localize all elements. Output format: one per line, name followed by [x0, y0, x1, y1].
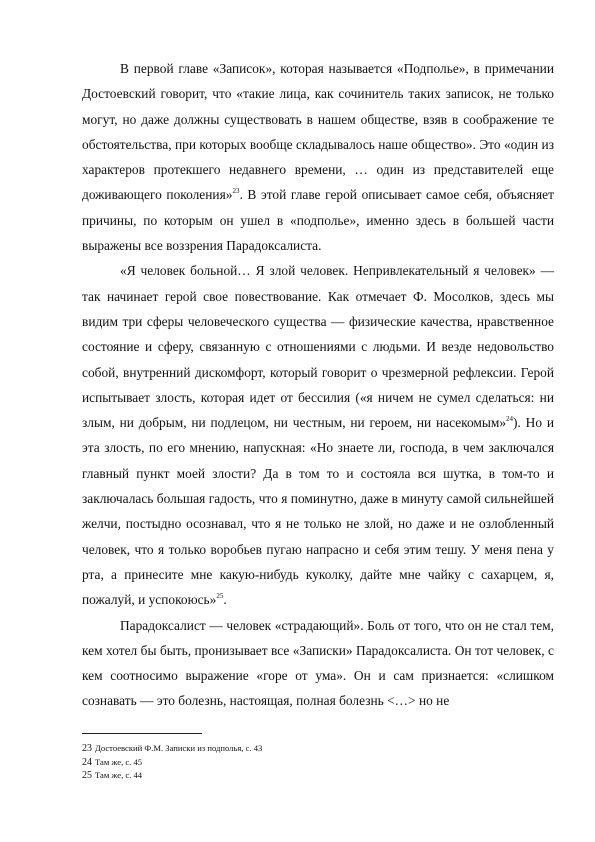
paragraph-text: Парадоксалист — человек «страдающий». Боль от того, что он не стал тем, кем хотел бы быть, пронизывает все «Записки» Парадоксалиста. Он тот человек, с кем соотносимо выражение «горе от ума». Он и сам признается: «слишком сознавать — это болезнь, настоящая, полная болезнь <…> но не — [82, 617, 554, 709]
footnote-text: Там же, с. 44 — [95, 770, 143, 781]
paragraph — [82, 613, 554, 714]
footnote-reference: 24 — [506, 415, 514, 424]
paragraph-text: ). Но и эта злость, по его мнению, напускная: «Но знаете ли, господа, в чем заключался главный пункт моей злости? Да в том то и состояла вся шутка, в том-то и заключалась большая гадость, что я поминутно, даже в минуту самой сильнейшей желчи, постыдно осознавал, что я не только не злой, но даже и не озлобленный человек, что я только воробьев пугаю напрасно и себя этим тешу. У меня пена у рта, а принесите мне какую-нибудь куколку, дайте мне чайку с сахарцем, я, пожалуй, и успокоюсь» — [82, 415, 554, 608]
footnote-number: 24 — [82, 756, 92, 768]
paragraph-text: «Я человек больной… Я злой человек. Непривлекательный я человек» — так начинает герой свое повествование. Как отмечает Ф. Мосолков, здесь мы видим три сферы человеческого существа — физические качества, нравственное состояние и сферу, связанную с отношениями с людьми. И везде недовольство собой, внутренний дискомфорт, который говорит о чрезмерной рефлексии. Герой испытывает злость, которая идет от бессилия («я ничем не сумел сделаться: ни злым, ни добрым, ни подлецом, ни честным, ни героем, ни насекомым» — [82, 263, 554, 431]
paragraph-text: . — [223, 592, 227, 608]
paragraph-text: . В этой главе герой описывает самое себя, объясняет причины, по которым он ушел в «подполье», именно здесь в большей части выражены все воззрения Парадоксалиста. — [82, 187, 554, 254]
footnote-text: Достоевский Ф.М. Записки из подполья, с. 43 — [95, 743, 263, 753]
footnote — [82, 756, 542, 770]
paragraph-text: В первой главе «Записок», которая называется «Подполье», в примечании Достоевский говорит, что «такие лица, как сочинитель таких записок, не только могут, но даже должны существовать в нашем обществе, взяв в соображение те обстоятельства, при которых вообще складывалось наше общество». Это «один из характеров протекшего недавнего времени, … один из представителей еще доживающего поколения» — [82, 61, 554, 203]
body-text — [82, 56, 554, 714]
footnote-number: 23 — [82, 743, 92, 754]
footnote — [82, 742, 542, 756]
footnote-separator — [82, 733, 202, 734]
footnotes — [82, 742, 542, 783]
footnote-text: Там же, с. 45 — [95, 756, 143, 767]
footnote-reference: 25 — [216, 592, 224, 601]
paragraph — [82, 258, 554, 612]
footnote-number: 25 — [82, 770, 92, 782]
footnote — [82, 769, 542, 783]
footnote-reference: 23 — [232, 187, 240, 196]
paragraph — [82, 56, 554, 258]
